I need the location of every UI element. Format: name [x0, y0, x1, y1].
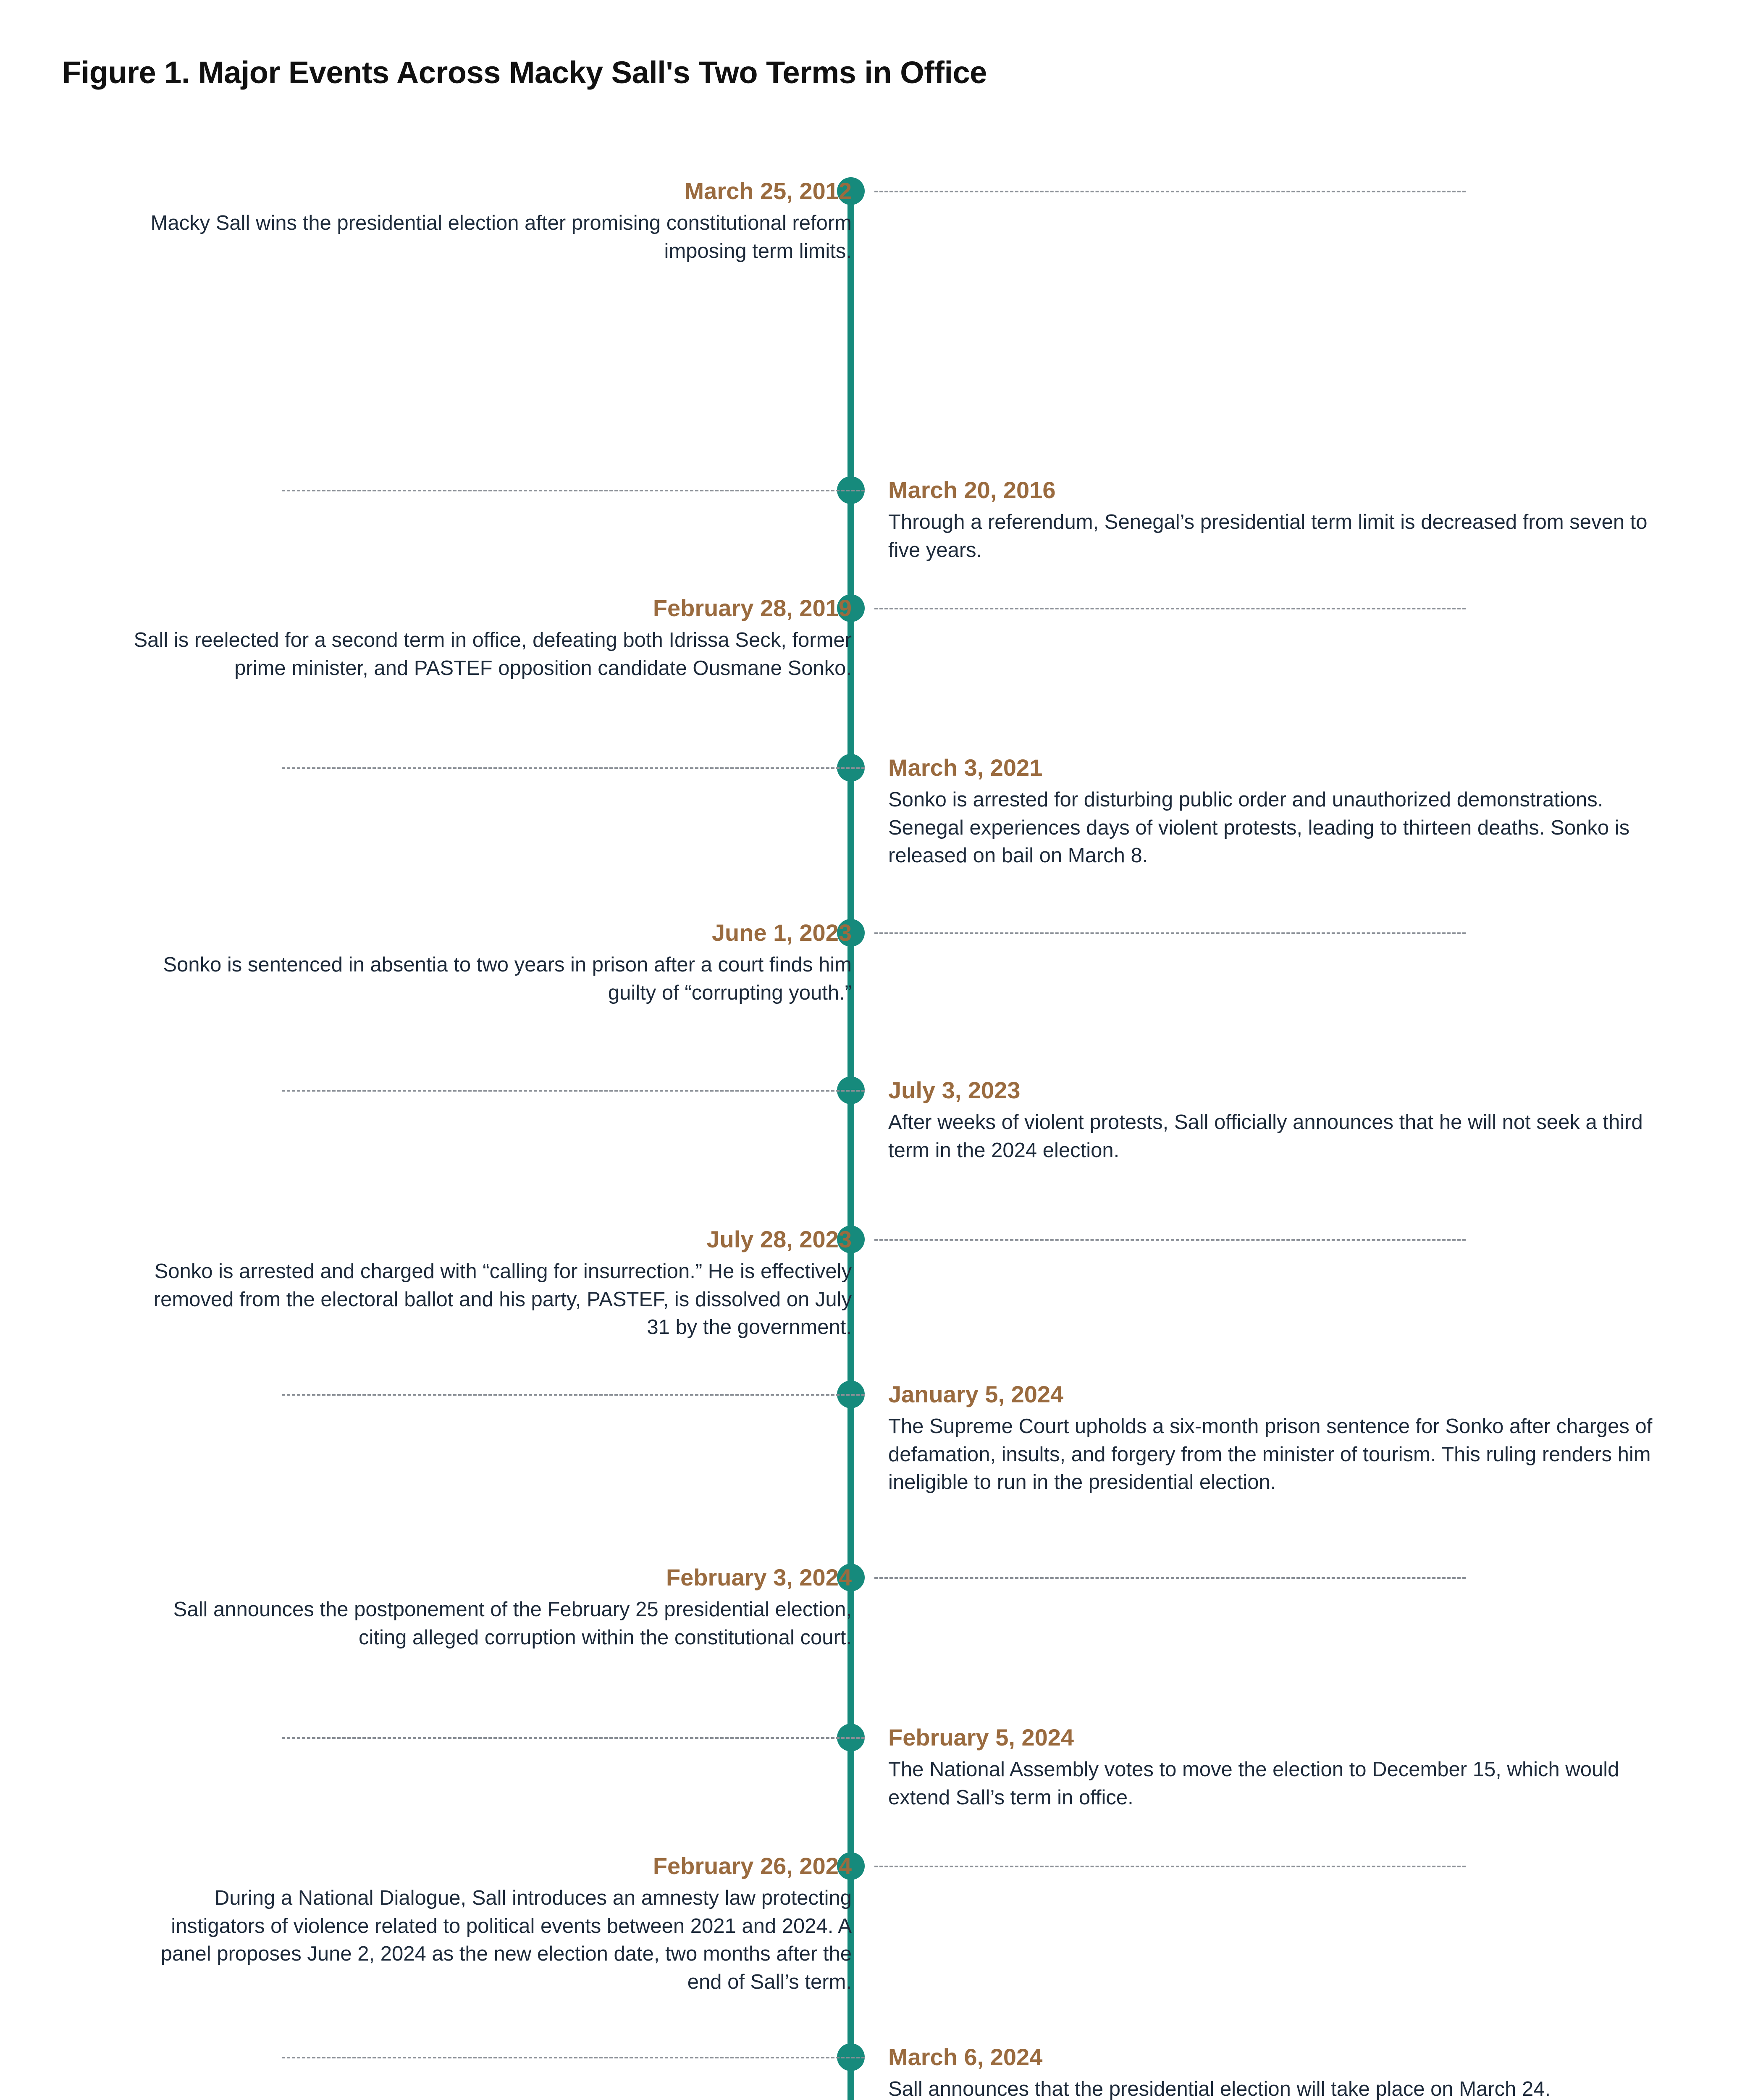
timeline-event-block	[129, 594, 852, 682]
timeline-event-date: March 20, 2016	[888, 477, 1056, 503]
timeline-event-date: February 5, 2024	[888, 1724, 1074, 1751]
timeline-connector	[874, 1577, 1466, 1579]
timeline-connector	[874, 191, 1466, 192]
timeline-event-block	[129, 177, 852, 265]
timeline-event-description: Through a referendum, Senegal’s presidential term limit is decreased from seven to five years.	[888, 511, 1648, 562]
timeline-event-description: Sall announces the postponement of the February 25 presidential election, citing alleged corruption within the constitutional court.	[173, 1598, 852, 1649]
timeline-event-description: The National Assembly votes to move the election to December 15, which would extend Sall’s term in office.	[888, 1758, 1619, 1809]
timeline-event-block	[888, 1724, 1653, 1811]
timeline-event-date: March 6, 2024	[888, 2044, 1043, 2070]
timeline-connector	[282, 1394, 865, 1396]
timeline-event-block	[888, 2043, 1653, 2100]
timeline-event-date: January 5, 2024	[888, 1381, 1064, 1407]
timeline-connector	[282, 1737, 865, 1739]
timeline-spine	[847, 181, 854, 2100]
timeline-event-date: March 3, 2021	[888, 754, 1043, 781]
timeline-event-block	[129, 919, 852, 1007]
timeline-event-description: Sonko is arrested for disturbing public order and unauthorized demonstrations. Senegal experiences days of violent protests, leading to thirteen deaths. Sonko is released on bail on March 8.	[888, 788, 1630, 867]
timeline-connector	[282, 2057, 865, 2058]
timeline-event-date: July 28, 2023	[706, 1226, 852, 1252]
timeline-event-description: Macky Sall wins the presidential election after promising constitutional reform imposing term limits.	[150, 212, 852, 262]
timeline-event-description: Sonko is arrested and charged with “calling for insurrection.” He is effectively removed from the electoral ballot and his party, PASTEF, is dissolved on July 31 by the government.	[153, 1260, 852, 1339]
timeline-event-date: March 25, 2012	[684, 178, 852, 204]
timeline-event-date: February 28, 2019	[653, 595, 852, 621]
timeline-event-date: July 3, 2023	[888, 1077, 1021, 1103]
timeline-connector	[282, 490, 865, 491]
timeline-event-block	[888, 476, 1653, 564]
timeline-event-block	[888, 754, 1653, 870]
timeline-event-date: February 26, 2024	[653, 1853, 852, 1879]
timeline-connector	[874, 1866, 1466, 1867]
timeline-connector	[282, 1090, 865, 1092]
timeline-event-block	[129, 1852, 852, 1996]
timeline-connector	[282, 767, 865, 769]
timeline-event-block	[888, 1381, 1653, 1496]
timeline-event-description: After weeks of violent protests, Sall officially announces that he will not seek a third term in the 2024 election.	[888, 1111, 1643, 1162]
timeline-event-block	[888, 1076, 1653, 1164]
page-title: Figure 1. Major Events Across Macky Sall's Two Terms in Office	[62, 55, 987, 90]
timeline-event-description: Sall announces that the presidential election will take place on March 24.	[888, 2078, 1551, 2100]
timeline-event-date: February 3, 2024	[666, 1564, 852, 1591]
timeline-event-block	[129, 1226, 852, 1341]
timeline-event-description: Sall is reelected for a second term in office, defeating both Idrissa Seck, former prime minister, and PASTEF opposition candidate Ousmane Sonko.	[134, 629, 852, 680]
timeline-event-date: June 1, 2023	[711, 919, 852, 946]
timeline-event-description: During a National Dialogue, Sall introduces an amnesty law protecting instigators of violence related to political events between 2021 and 2024. A panel proposes June 2, 2024 as the new election date, two months after the end of Sall’s term.	[160, 1887, 852, 1993]
timeline-connector	[874, 1239, 1466, 1241]
timeline-event-description: The Supreme Court upholds a six-month prison sentence for Sonko after charges of defamation, insults, and forgery from the minister of tourism. This ruling renders him ineligible to run in the presidential election.	[888, 1415, 1653, 1494]
timeline-connector	[874, 608, 1466, 609]
timeline-event-block	[129, 1564, 852, 1651]
timeline-connector	[874, 932, 1466, 934]
timeline-event-description: Sonko is sentenced in absentia to two years in prison after a court finds him guilty of “corrupting youth.”	[163, 953, 852, 1004]
